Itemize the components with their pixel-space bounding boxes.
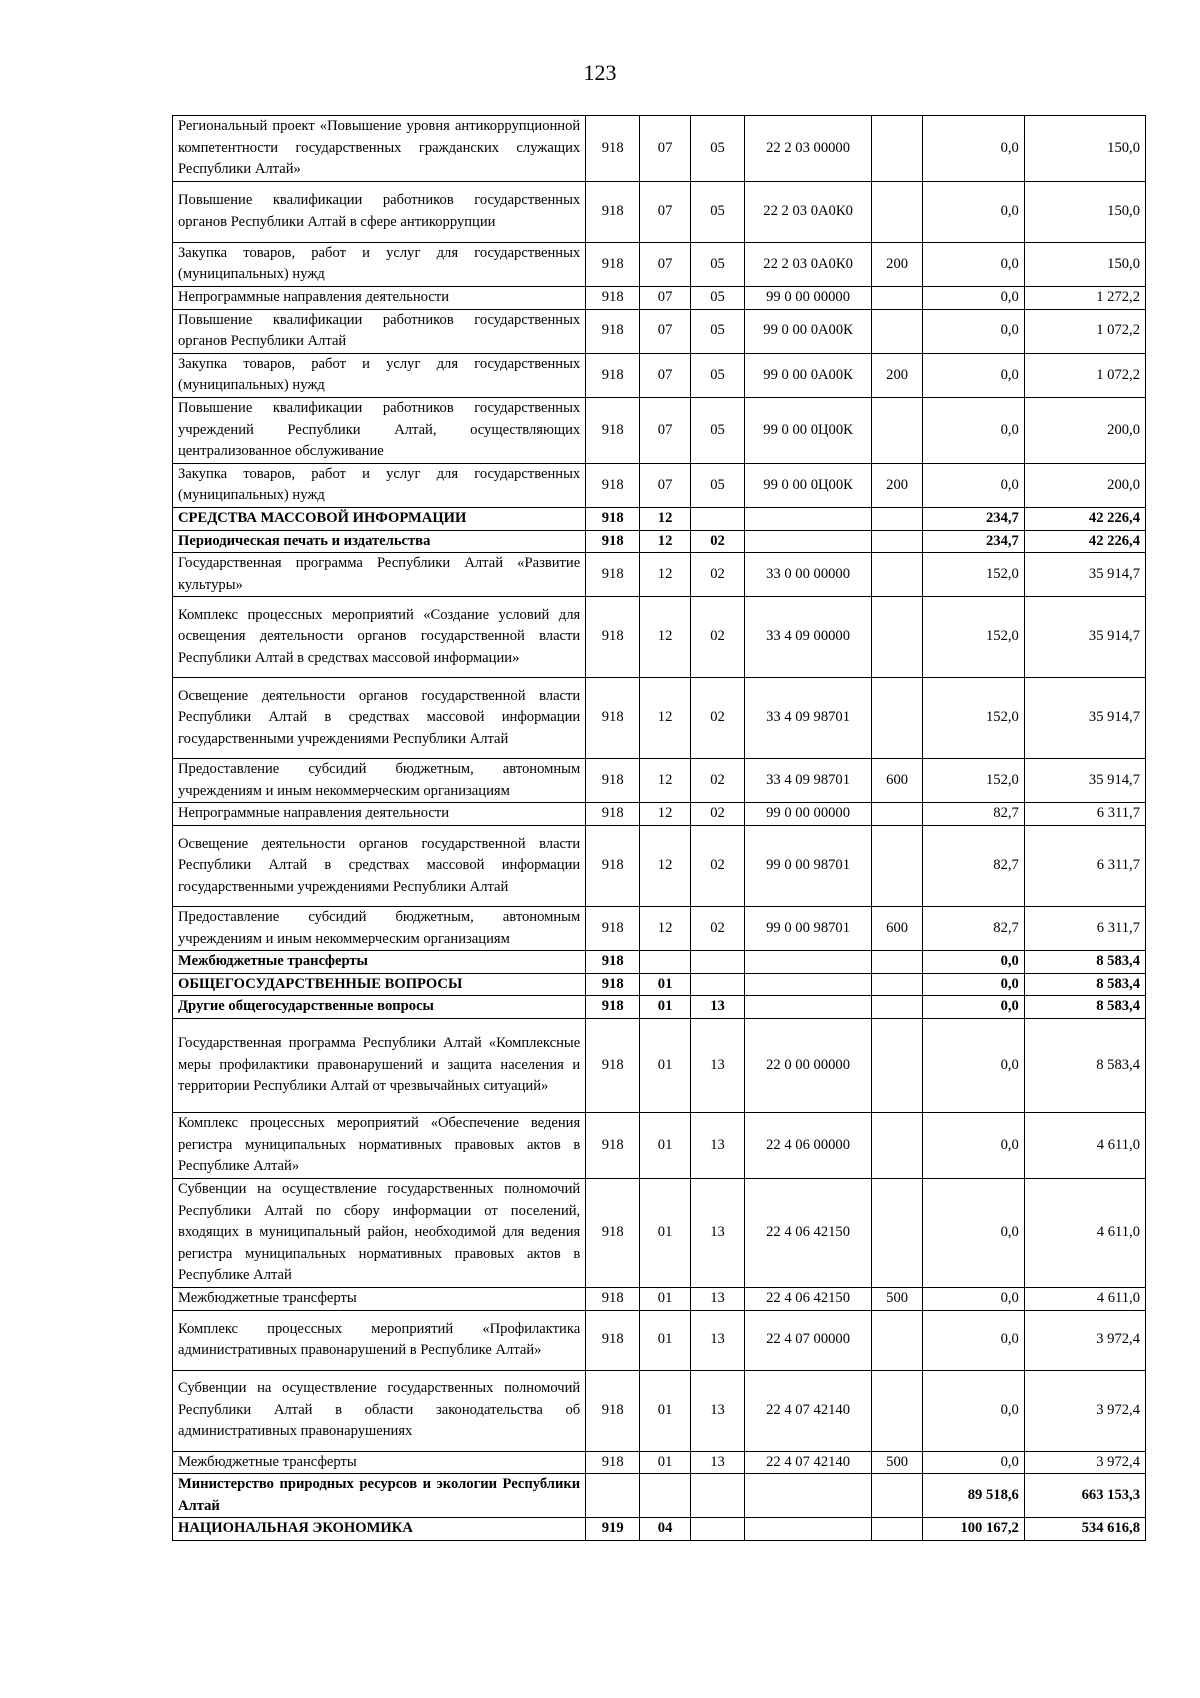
target-article <box>744 507 871 530</box>
ministry-code: 918 <box>586 463 640 507</box>
amount-first: 0,0 <box>923 309 1025 353</box>
table-row <box>173 678 1146 759</box>
ministry-code: 918 <box>586 1113 640 1179</box>
row-name: Повышение квалификации работников государственных учреждений Республики Алтай, осуществляющих централизованное обслуживание <box>173 397 586 463</box>
row-name: Повышение квалификации работников государственных органов Республики Алтай <box>173 309 586 353</box>
section-code: 07 <box>640 309 691 353</box>
target-article: 22 4 06 00000 <box>744 1113 871 1179</box>
target-article <box>744 951 871 974</box>
section-code: 01 <box>640 973 691 996</box>
expense-type <box>872 1019 923 1113</box>
amount-second: 663 153,3 <box>1024 1474 1145 1518</box>
row-name: Региональный проект «Повышение уровня антикоррупционной компетентности государственных гражданских служащих Республики Алтай» <box>173 116 586 182</box>
ministry-code: 918 <box>586 1179 640 1288</box>
amount-second: 42 226,4 <box>1024 530 1145 553</box>
table-row <box>173 463 1146 507</box>
ministry-code: 918 <box>586 973 640 996</box>
ministry-code: 918 <box>586 1370 640 1451</box>
row-name: СРЕДСТВА МАССОВОЙ ИНФОРМАЦИИ <box>173 507 586 530</box>
subsection-code: 05 <box>691 181 745 242</box>
amount-second: 200,0 <box>1024 463 1145 507</box>
amount-second: 35 914,7 <box>1024 597 1145 678</box>
section-code: 12 <box>640 826 691 907</box>
section-code: 01 <box>640 1310 691 1370</box>
table-row <box>173 181 1146 242</box>
target-article: 33 0 00 00000 <box>744 553 871 597</box>
table-row <box>173 530 1146 553</box>
row-name: Периодическая печать и издательства <box>173 530 586 553</box>
target-article <box>744 530 871 553</box>
ministry-code: 918 <box>586 507 640 530</box>
amount-second: 150,0 <box>1024 242 1145 286</box>
row-name: Другие общегосударственные вопросы <box>173 996 586 1019</box>
expense-type <box>872 803 923 826</box>
section-code: 12 <box>640 507 691 530</box>
target-article: 22 2 03 0А0К0 <box>744 181 871 242</box>
amount-second: 200,0 <box>1024 397 1145 463</box>
amount-second: 6 311,7 <box>1024 826 1145 907</box>
row-name: Освещение деятельности органов государственной власти Республики Алтай в средствах массовой информации государственными учреждениями Республики Алтай <box>173 826 586 907</box>
row-name: Повышение квалификации работников государственных органов Республики Алтай в сфере антикоррупции <box>173 181 586 242</box>
section-code: 12 <box>640 678 691 759</box>
amount-second: 35 914,7 <box>1024 678 1145 759</box>
row-name: Комплекс процессных мероприятий «Создание условий для освещения деятельности органов государственной власти Республики Алтай в средствах массовой информации» <box>173 597 586 678</box>
amount-first: 0,0 <box>923 1113 1025 1179</box>
section-code: 07 <box>640 181 691 242</box>
section-code: 01 <box>640 1113 691 1179</box>
table-row <box>173 309 1146 353</box>
row-name: Непрограммные направления деятельности <box>173 286 586 309</box>
table-row <box>173 1310 1146 1370</box>
amount-first: 152,0 <box>923 678 1025 759</box>
subsection-code: 05 <box>691 116 745 182</box>
amount-first: 152,0 <box>923 597 1025 678</box>
subsection-code: 02 <box>691 597 745 678</box>
section-code: 01 <box>640 1019 691 1113</box>
expense-type: 500 <box>872 1288 923 1311</box>
ministry-code: 918 <box>586 1310 640 1370</box>
section-code: 07 <box>640 286 691 309</box>
amount-first: 0,0 <box>923 1288 1025 1311</box>
table-row <box>173 907 1146 951</box>
expense-type <box>872 530 923 553</box>
row-name: Комплекс процессных мероприятий «Обеспечение ведения регистра муниципальных нормативных правовых актов в Республике Алтай» <box>173 1113 586 1179</box>
amount-first: 0,0 <box>923 286 1025 309</box>
section-code: 12 <box>640 553 691 597</box>
subsection-code: 13 <box>691 1113 745 1179</box>
table-row <box>173 1288 1146 1311</box>
table-row <box>173 116 1146 182</box>
expense-type <box>872 996 923 1019</box>
table-row <box>173 1113 1146 1179</box>
row-name: Субвенции на осуществление государственных полномочий Республики Алтай по сбору информации от поселений, входящих в муниципальный район, необходимой для ведения регистра муниципальных нормативных правовых актов в Республике Алтай <box>173 1179 586 1288</box>
table-row <box>173 826 1146 907</box>
expense-type <box>872 1113 923 1179</box>
table-row <box>173 353 1146 397</box>
amount-first: 82,7 <box>923 803 1025 826</box>
section-code: 07 <box>640 116 691 182</box>
amount-second: 6 311,7 <box>1024 803 1145 826</box>
amount-second: 4 611,0 <box>1024 1113 1145 1179</box>
table-row <box>173 1451 1146 1474</box>
ministry-code: 918 <box>586 1019 640 1113</box>
table-row <box>173 1370 1146 1451</box>
subsection-code: 02 <box>691 803 745 826</box>
subsection-code: 02 <box>691 678 745 759</box>
section-code: 12 <box>640 803 691 826</box>
amount-first: 0,0 <box>923 463 1025 507</box>
budget-table <box>172 115 1146 1541</box>
section-code: 12 <box>640 907 691 951</box>
subsection-code: 05 <box>691 353 745 397</box>
amount-first: 0,0 <box>923 116 1025 182</box>
expense-type <box>872 286 923 309</box>
subsection-code: 13 <box>691 1451 745 1474</box>
expense-type <box>872 1310 923 1370</box>
expense-type: 200 <box>872 463 923 507</box>
table-row <box>173 803 1146 826</box>
target-article: 22 2 03 0А0К0 <box>744 242 871 286</box>
target-article <box>744 973 871 996</box>
target-article: 33 4 09 98701 <box>744 759 871 803</box>
amount-second: 3 972,4 <box>1024 1370 1145 1451</box>
expense-type <box>872 1370 923 1451</box>
table-row <box>173 507 1146 530</box>
amount-first: 100 167,2 <box>923 1518 1025 1541</box>
ministry-code: 918 <box>586 951 640 974</box>
expense-type: 200 <box>872 353 923 397</box>
section-code: 01 <box>640 1370 691 1451</box>
target-article: 99 0 00 98701 <box>744 907 871 951</box>
ministry-code: 918 <box>586 759 640 803</box>
subsection-code: 02 <box>691 530 745 553</box>
table-row <box>173 397 1146 463</box>
subsection-code: 05 <box>691 463 745 507</box>
row-name: Освещение деятельности органов государственной власти Республики Алтай в средствах массовой информации государственными учреждениями Республики Алтай <box>173 678 586 759</box>
target-article: 99 0 00 0А00К <box>744 353 871 397</box>
row-name: Министерство природных ресурсов и экологии Республики Алтай <box>173 1474 586 1518</box>
amount-second: 150,0 <box>1024 116 1145 182</box>
expense-type: 600 <box>872 759 923 803</box>
amount-second: 8 583,4 <box>1024 951 1145 974</box>
section-code: 01 <box>640 1451 691 1474</box>
ministry-code: 918 <box>586 996 640 1019</box>
subsection-code: 02 <box>691 826 745 907</box>
ministry-code: 918 <box>586 803 640 826</box>
table-row <box>173 1518 1146 1541</box>
subsection-code <box>691 973 745 996</box>
amount-second: 4 611,0 <box>1024 1288 1145 1311</box>
subsection-code: 13 <box>691 1179 745 1288</box>
row-name: Межбюджетные трансферты <box>173 1288 586 1311</box>
target-article: 22 4 07 42140 <box>744 1370 871 1451</box>
subsection-code: 05 <box>691 286 745 309</box>
expense-type <box>872 973 923 996</box>
table-row <box>173 759 1146 803</box>
subsection-code: 05 <box>691 242 745 286</box>
amount-first: 0,0 <box>923 1370 1025 1451</box>
section-code: 07 <box>640 463 691 507</box>
subsection-code: 02 <box>691 907 745 951</box>
table-row <box>173 1474 1146 1518</box>
table-row <box>173 242 1146 286</box>
expense-type <box>872 1518 923 1541</box>
row-name: Государственная программа Республики Алтай «Развитие культуры» <box>173 553 586 597</box>
ministry-code: 919 <box>586 1518 640 1541</box>
expense-type <box>872 826 923 907</box>
table-row <box>173 973 1146 996</box>
table-row <box>173 286 1146 309</box>
section-code: 12 <box>640 597 691 678</box>
amount-second: 6 311,7 <box>1024 907 1145 951</box>
amount-second: 1 272,2 <box>1024 286 1145 309</box>
amount-first: 89 518,6 <box>923 1474 1025 1518</box>
amount-first: 0,0 <box>923 181 1025 242</box>
target-article <box>744 1518 871 1541</box>
expense-type <box>872 309 923 353</box>
table-row <box>173 553 1146 597</box>
amount-first: 234,7 <box>923 507 1025 530</box>
section-code: 12 <box>640 759 691 803</box>
amount-second: 8 583,4 <box>1024 1019 1145 1113</box>
row-name: Непрограммные направления деятельности <box>173 803 586 826</box>
table-row <box>173 597 1146 678</box>
target-article <box>744 1474 871 1518</box>
amount-second: 3 972,4 <box>1024 1310 1145 1370</box>
section-code <box>640 1474 691 1518</box>
subsection-code <box>691 507 745 530</box>
expense-type <box>872 1474 923 1518</box>
ministry-code: 918 <box>586 907 640 951</box>
amount-second: 35 914,7 <box>1024 759 1145 803</box>
amount-first: 234,7 <box>923 530 1025 553</box>
expense-type <box>872 397 923 463</box>
ministry-code: 918 <box>586 242 640 286</box>
expense-type <box>872 553 923 597</box>
ministry-code: 918 <box>586 116 640 182</box>
subsection-code <box>691 951 745 974</box>
section-code: 12 <box>640 530 691 553</box>
row-name: НАЦИОНАЛЬНАЯ ЭКОНОМИКА <box>173 1518 586 1541</box>
ministry-code: 918 <box>586 397 640 463</box>
ministry-code: 918 <box>586 1288 640 1311</box>
ministry-code: 918 <box>586 553 640 597</box>
amount-second: 1 072,2 <box>1024 353 1145 397</box>
ministry-code: 918 <box>586 286 640 309</box>
target-article: 99 0 00 0А00К <box>744 309 871 353</box>
amount-first: 0,0 <box>923 397 1025 463</box>
table-row <box>173 1019 1146 1113</box>
expense-type <box>872 678 923 759</box>
amount-first: 0,0 <box>923 1019 1025 1113</box>
amount-second: 3 972,4 <box>1024 1451 1145 1474</box>
amount-first: 0,0 <box>923 951 1025 974</box>
amount-first: 0,0 <box>923 1310 1025 1370</box>
expense-type: 500 <box>872 1451 923 1474</box>
target-article: 99 0 00 98701 <box>744 826 871 907</box>
subsection-code: 05 <box>691 309 745 353</box>
target-article: 22 0 00 00000 <box>744 1019 871 1113</box>
row-name: Предоставление субсидий бюджетным, автономным учреждениям и иным некоммерческим организациям <box>173 759 586 803</box>
expense-type <box>872 507 923 530</box>
subsection-code: 13 <box>691 1370 745 1451</box>
subsection-code <box>691 1518 745 1541</box>
row-name: Субвенции на осуществление государственных полномочий Республики Алтай в области законодательства об административных правонарушениях <box>173 1370 586 1451</box>
ministry-code: 918 <box>586 309 640 353</box>
expense-type: 200 <box>872 242 923 286</box>
row-name: Закупка товаров, работ и услуг для государственных (муниципальных) нужд <box>173 463 586 507</box>
target-article: 99 0 00 0Ц00К <box>744 397 871 463</box>
table-row <box>173 996 1146 1019</box>
row-name: ОБЩЕГОСУДАРСТВЕННЫЕ ВОПРОСЫ <box>173 973 586 996</box>
subsection-code: 13 <box>691 996 745 1019</box>
subsection-code: 05 <box>691 397 745 463</box>
section-code: 01 <box>640 996 691 1019</box>
subsection-code: 13 <box>691 1310 745 1370</box>
page-number: 123 <box>583 60 617 85</box>
amount-second: 4 611,0 <box>1024 1179 1145 1288</box>
expense-type <box>872 116 923 182</box>
amount-first: 0,0 <box>923 973 1025 996</box>
budget-table-body <box>173 116 1146 1541</box>
expense-type <box>872 597 923 678</box>
target-article: 33 4 09 00000 <box>744 597 871 678</box>
target-article: 99 0 00 00000 <box>744 803 871 826</box>
row-name: Закупка товаров, работ и услуг для государственных (муниципальных) нужд <box>173 353 586 397</box>
amount-first: 0,0 <box>923 996 1025 1019</box>
row-name: Государственная программа Республики Алтай «Комплексные меры профилактики правонарушений и защита населения и территории Республики Алтай от чрезвычайных ситуаций» <box>173 1019 586 1113</box>
ministry-code: 918 <box>586 826 640 907</box>
subsection-code: 02 <box>691 759 745 803</box>
subsection-code: 13 <box>691 1019 745 1113</box>
target-article: 22 4 07 00000 <box>744 1310 871 1370</box>
amount-first: 152,0 <box>923 553 1025 597</box>
target-article: 22 4 07 42140 <box>744 1451 871 1474</box>
ministry-code: 918 <box>586 353 640 397</box>
ministry-code: 918 <box>586 181 640 242</box>
amount-second: 534 616,8 <box>1024 1518 1145 1541</box>
amount-second: 1 072,2 <box>1024 309 1145 353</box>
amount-second: 42 226,4 <box>1024 507 1145 530</box>
ministry-code: 918 <box>586 597 640 678</box>
amount-second: 35 914,7 <box>1024 553 1145 597</box>
subsection-code <box>691 1474 745 1518</box>
section-code: 07 <box>640 242 691 286</box>
amount-first: 152,0 <box>923 759 1025 803</box>
subsection-code: 02 <box>691 553 745 597</box>
subsection-code: 13 <box>691 1288 745 1311</box>
section-code: 07 <box>640 353 691 397</box>
section-code <box>640 951 691 974</box>
table-row <box>173 951 1146 974</box>
section-code: 04 <box>640 1518 691 1541</box>
target-article <box>744 996 871 1019</box>
row-name: Межбюджетные трансферты <box>173 951 586 974</box>
target-article: 99 0 00 0Ц00К <box>744 463 871 507</box>
amount-first: 0,0 <box>923 1179 1025 1288</box>
target-article: 33 4 09 98701 <box>744 678 871 759</box>
expense-type <box>872 1179 923 1288</box>
row-name: Закупка товаров, работ и услуг для государственных (муниципальных) нужд <box>173 242 586 286</box>
amount-first: 82,7 <box>923 907 1025 951</box>
ministry-code <box>586 1474 640 1518</box>
row-name: Комплекс процессных мероприятий «Профилактика административных правонарушений в Республике Алтай» <box>173 1310 586 1370</box>
target-article: 22 2 03 00000 <box>744 116 871 182</box>
amount-first: 0,0 <box>923 1451 1025 1474</box>
target-article: 22 4 06 42150 <box>744 1179 871 1288</box>
expense-type <box>872 951 923 974</box>
section-code: 07 <box>640 397 691 463</box>
amount-second: 150,0 <box>1024 181 1145 242</box>
expense-type: 600 <box>872 907 923 951</box>
table-row <box>173 1179 1146 1288</box>
ministry-code: 918 <box>586 1451 640 1474</box>
target-article: 99 0 00 00000 <box>744 286 871 309</box>
row-name: Предоставление субсидий бюджетным, автономным учреждениям и иным некоммерческим организациям <box>173 907 586 951</box>
target-article: 22 4 06 42150 <box>744 1288 871 1311</box>
amount-second: 8 583,4 <box>1024 973 1145 996</box>
amount-second: 8 583,4 <box>1024 996 1145 1019</box>
section-code: 01 <box>640 1288 691 1311</box>
expense-type <box>872 181 923 242</box>
amount-first: 82,7 <box>923 826 1025 907</box>
amount-first: 0,0 <box>923 353 1025 397</box>
ministry-code: 918 <box>586 678 640 759</box>
ministry-code: 918 <box>586 530 640 553</box>
section-code: 01 <box>640 1179 691 1288</box>
row-name: Межбюджетные трансферты <box>173 1451 586 1474</box>
amount-first: 0,0 <box>923 242 1025 286</box>
